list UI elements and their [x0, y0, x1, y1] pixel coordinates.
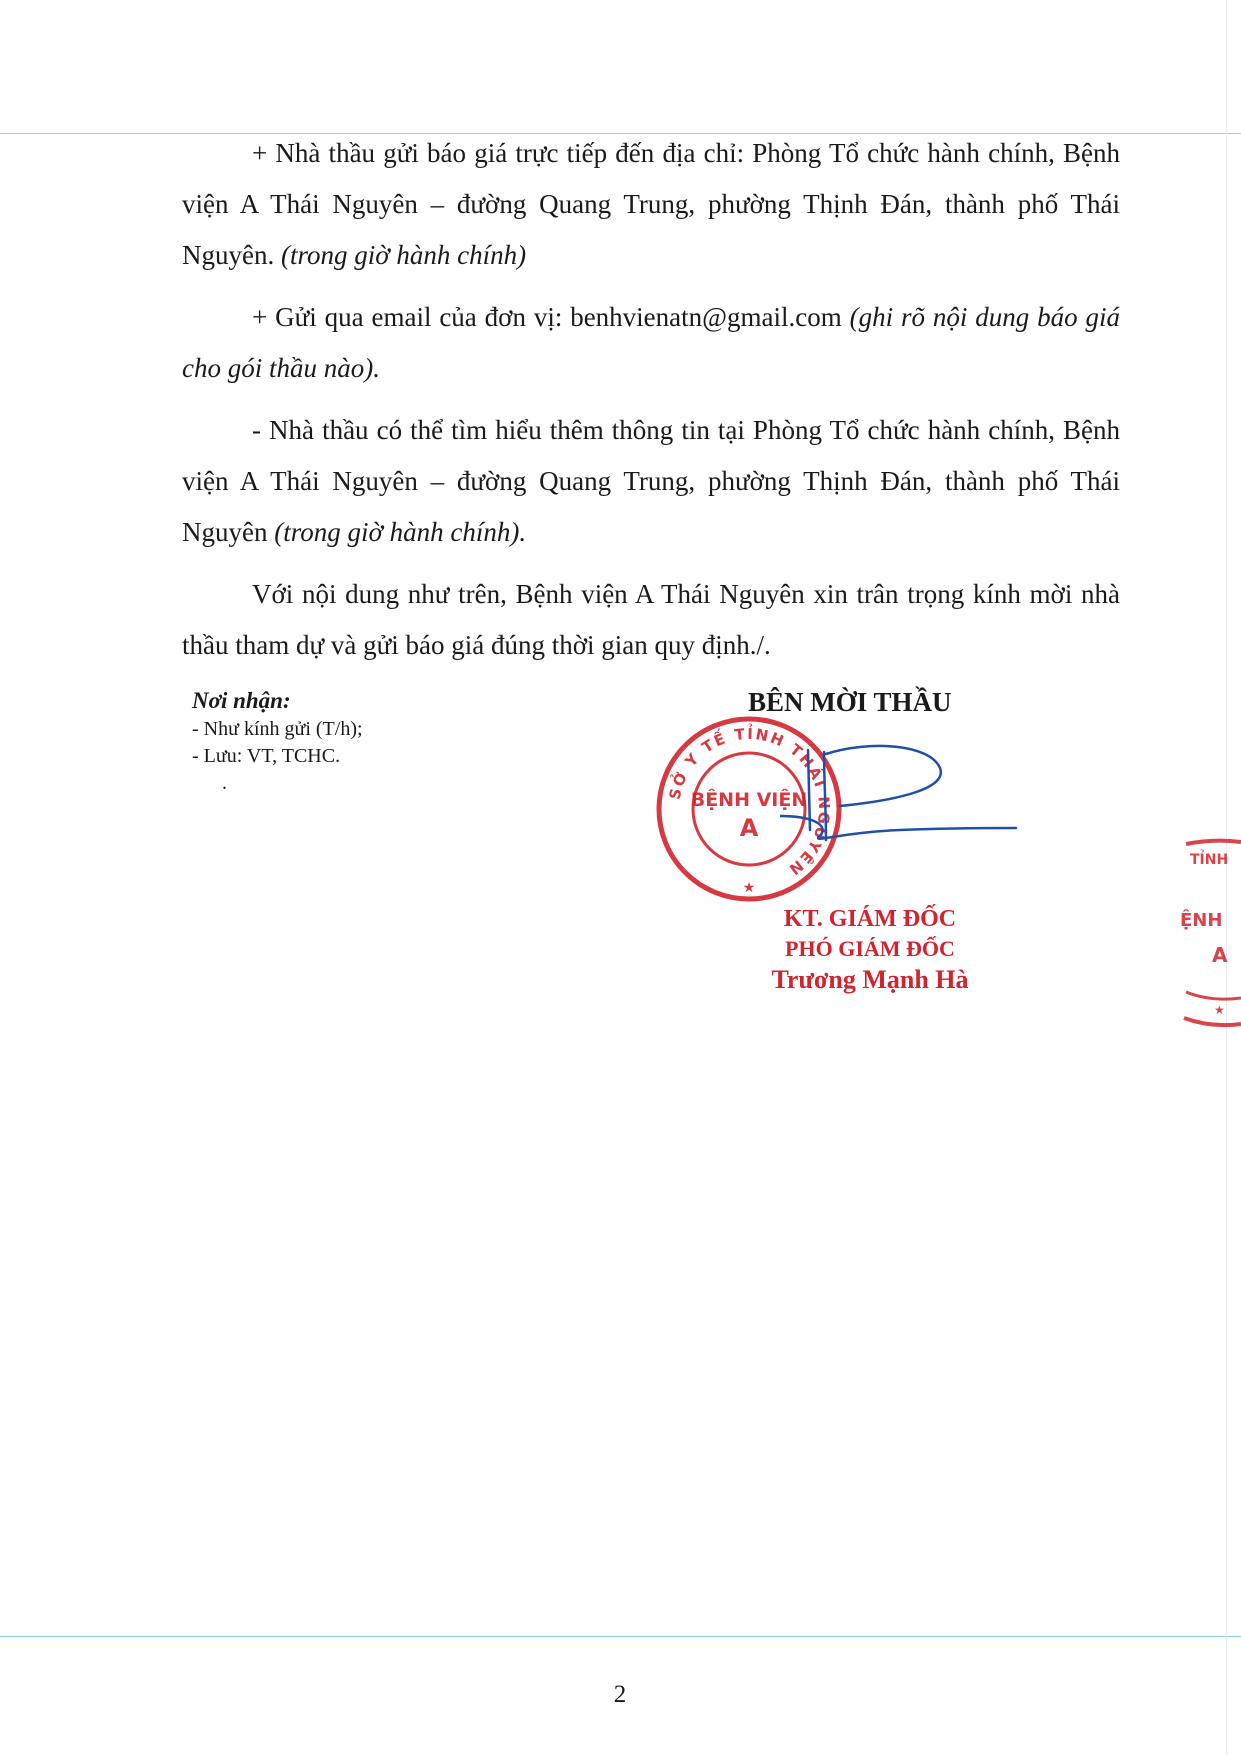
paragraph-text: + Gửi qua email của đơn vị: benhvienatn@gmail.com [252, 302, 850, 332]
recipient-item: - Như kính gửi (T/h); [192, 718, 363, 740]
signature-block [730, 904, 1010, 997]
paragraph-closing [182, 569, 1120, 671]
paragraph-italic-note: (ghi rõ nội dung báo giá cho gói thầu nào). [182, 302, 1120, 383]
signer-role-line2: PHÓ GIÁM ĐỐC [785, 936, 955, 961]
stamp-edge-mid-text: ỆNH [1180, 910, 1223, 931]
stamp-ring-text: SỞ Y TẾ TỈNH THÁI NGUYÊN [665, 724, 834, 880]
recipients-title: Nơi nhận: [192, 688, 291, 713]
bottom-margin-line [0, 1636, 1241, 1637]
paragraph-direct-delivery [182, 128, 1120, 281]
stamp-edge-letter: A [1212, 943, 1228, 967]
stamp-center-line2: A [739, 814, 759, 842]
paragraph-italic-note: (trong giờ hành chính) [280, 240, 527, 270]
paragraph-italic-note: (trong giờ hành chính). [274, 517, 527, 547]
signer-title: BÊN MỜI THẦU [748, 687, 952, 717]
stamp-edge-top-text: TỈNH [1190, 852, 1229, 868]
paragraph-text: Với nội dung như trên, Bệnh viện A Thái Nguyên xin trân trọng kính mời nhà thầu tham dự và gửi báo giá đúng thời gian quy định./. [182, 579, 1120, 660]
trailing-dot: . [222, 772, 227, 794]
stamp-star-icon: ★ [742, 880, 756, 896]
stamp-center-line1: BỆNH VIỆN [690, 789, 808, 811]
paragraph-text: + Nhà thầu gửi báo giá trực tiếp đến địa chỉ: Phòng Tổ chức hành chính, Bệnh viện A Thái Nguyên – đường Quang Trung, phường Thịnh Đán, thành phố Thái Nguyên. [182, 138, 1120, 270]
paragraph-text: - Nhà thầu có thể tìm hiểu thêm thông tin tại Phòng Tổ chức hành chính, Bệnh viện A Thái Nguyên – đường Quang Trung, phường Thịnh Đán, thành phố Thái Nguyên [182, 415, 1120, 547]
page-number: 2 [613, 1681, 627, 1708]
document-body [182, 128, 1120, 682]
signer-role-line1: KT. GIÁM ĐỐC [783, 906, 957, 932]
paragraph-email [182, 292, 1120, 394]
handwritten-signature [780, 740, 1020, 850]
signer-name: Trương Mạnh Hà [771, 965, 969, 994]
paragraph-more-info [182, 405, 1120, 558]
partial-seal-stamp-edge [1176, 836, 1241, 1036]
stamp-edge-star-icon: ★ [1214, 1003, 1225, 1017]
recipient-item: - Lưu: VT, TCHC. [192, 745, 341, 767]
recipients-block [192, 686, 592, 797]
